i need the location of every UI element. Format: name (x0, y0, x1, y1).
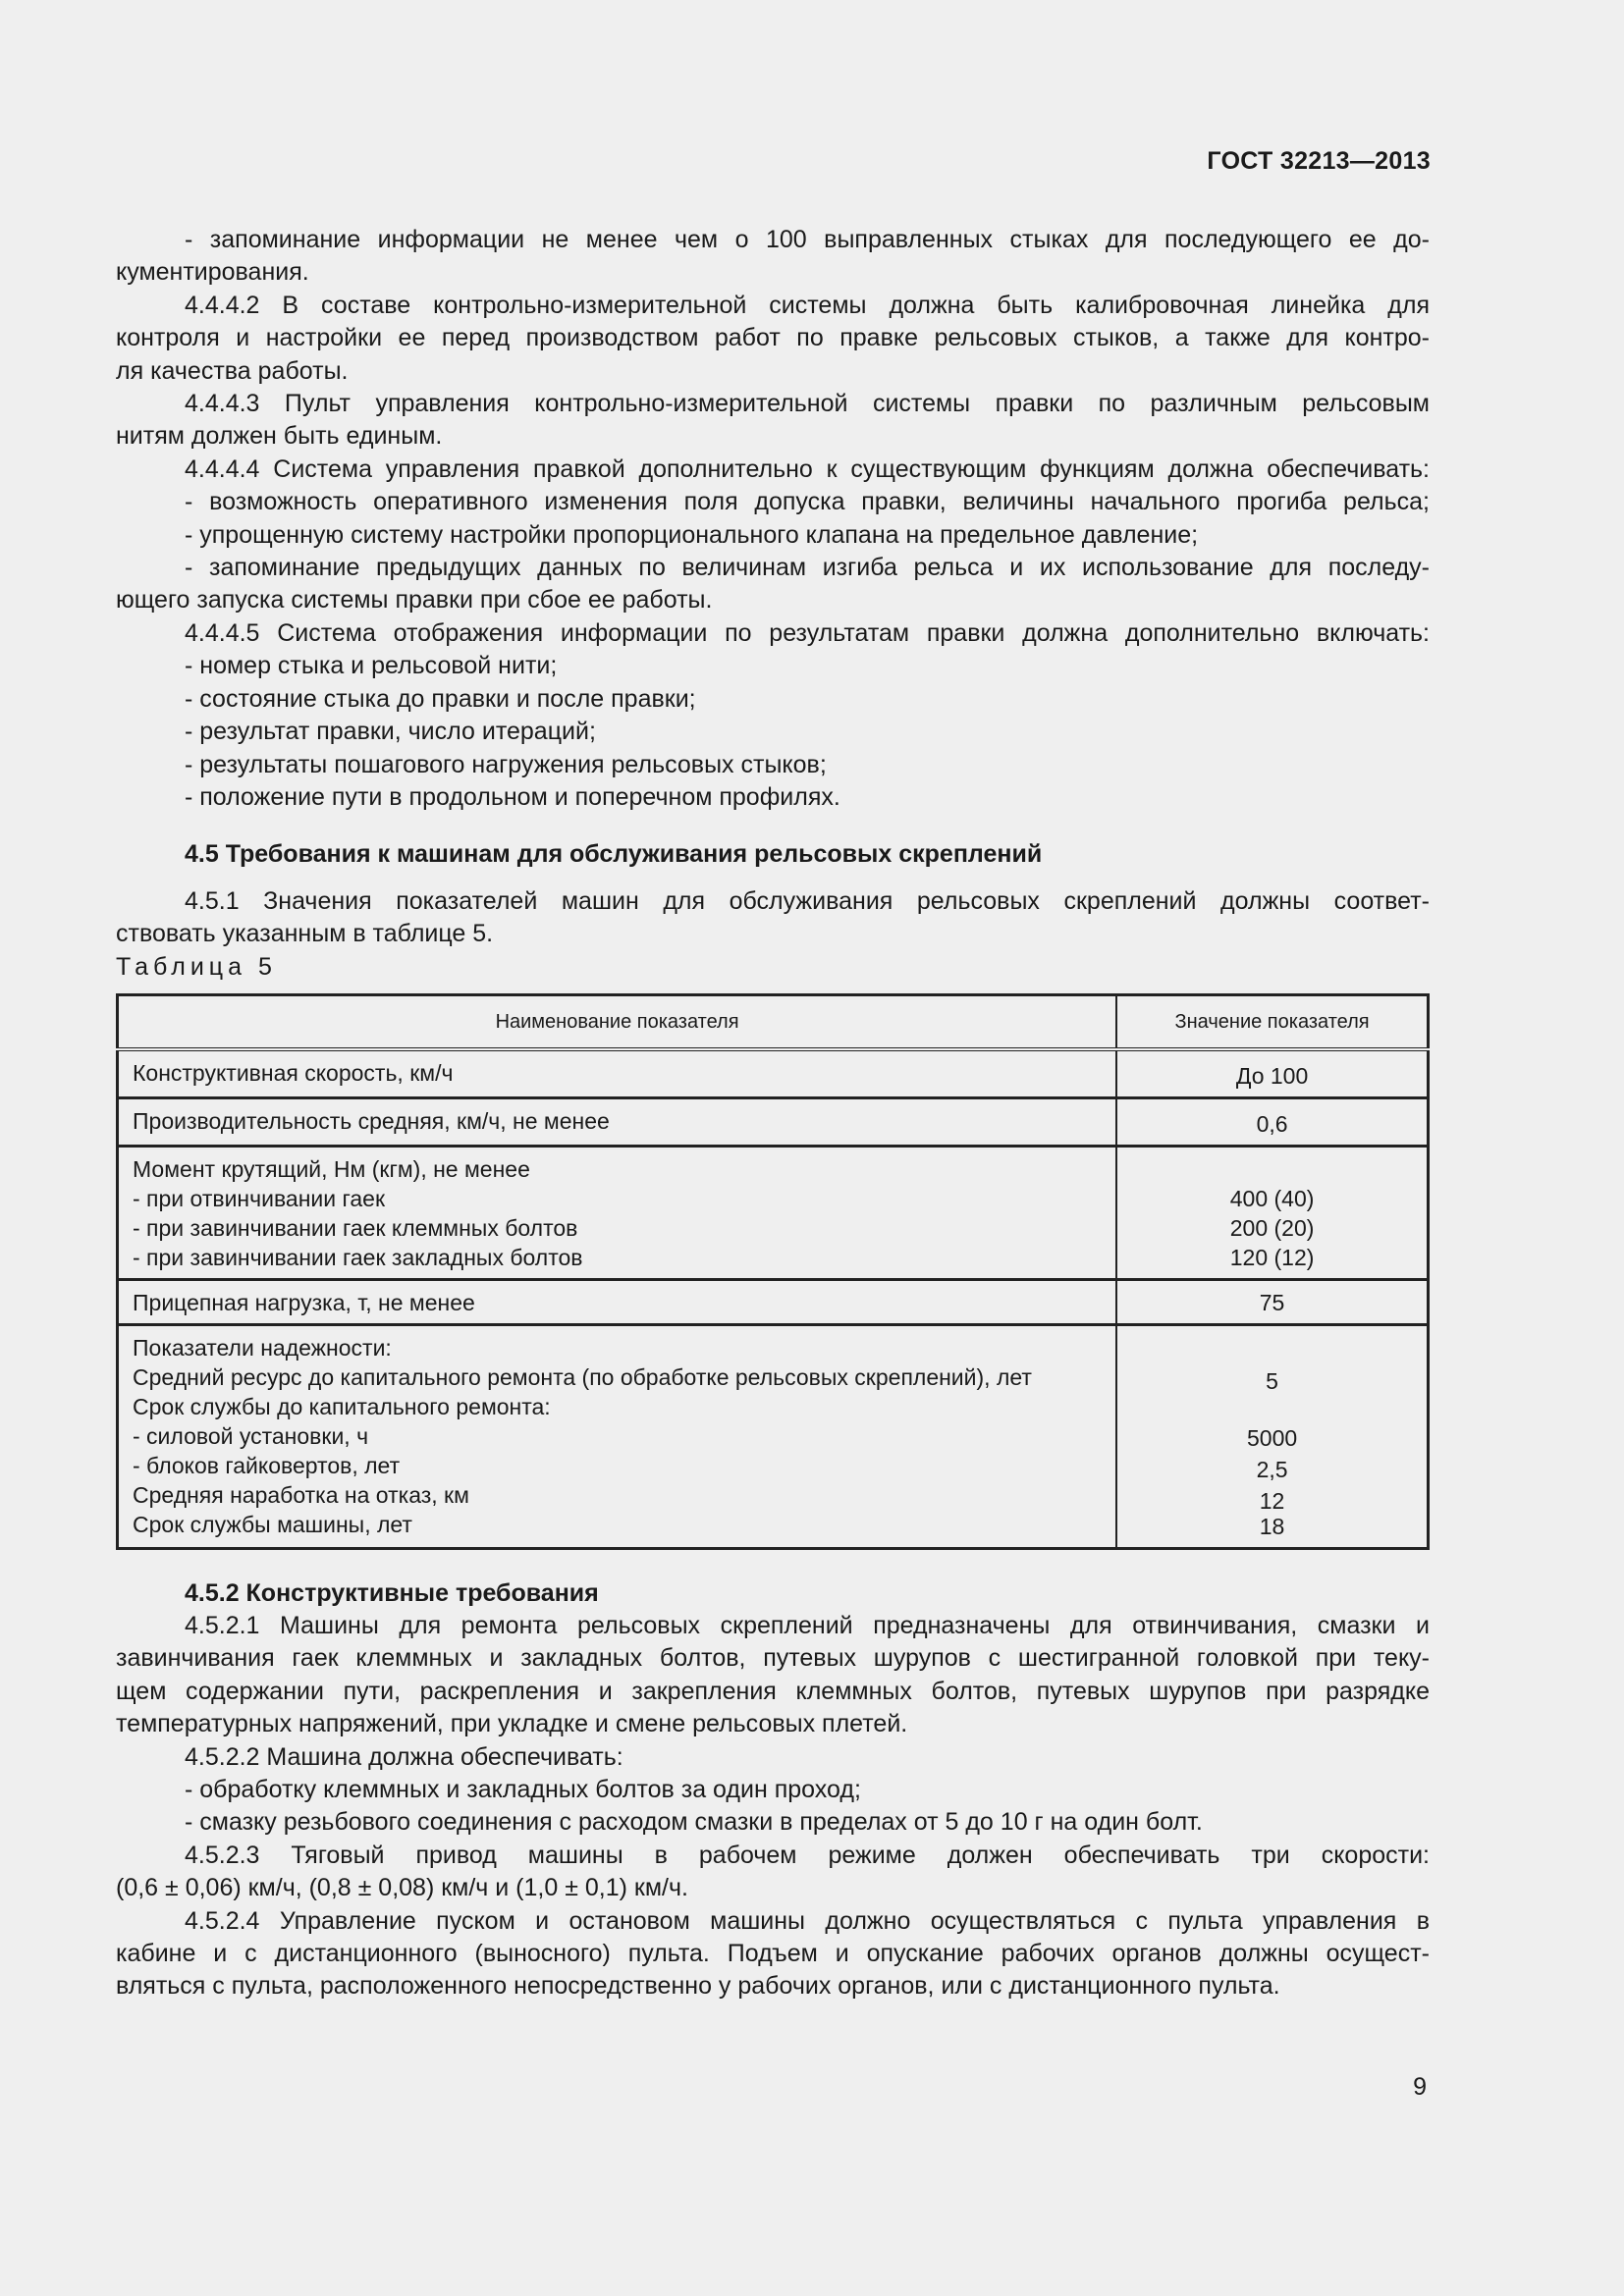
table-header-row (118, 994, 1429, 1049)
cell-name (118, 1324, 1117, 1548)
paragraph-4444: 4.4.4.4 Система управления правкой дополнительно к существующим функциям должна обеспечивать: (185, 454, 1430, 483)
paragraph-4444-end: - запоминание информации не менее чем о 100 выправленных стыках для последующего ее до- (185, 226, 1430, 253)
list-item: - результаты пошагового нагружения рельсовых стыков; (185, 750, 827, 778)
cell-line: 200 (20) (1229, 1214, 1315, 1241)
paragraph-4524-line2: кабине и с дистанционного (выносного) пульта. Подъем и опускание рабочих органов должны осущест- (116, 1940, 1430, 1967)
column-header-name: Наименование показателя (118, 994, 1117, 1049)
list-item: - смазку резьбового соединения с расходом смазки в пределах от 5 до 10 г на один болт. (185, 1808, 1203, 1837)
cell-value (1116, 1146, 1428, 1279)
section-heading-4-5: 4.5 Требования к машинам для обслуживания рельсовых скреплений (185, 840, 1043, 869)
cell-value: До 100 (1116, 1049, 1428, 1098)
paragraph-451: 4.5.1 Значения показателей машин для обслуживания рельсовых скреплений должны соответ- (185, 886, 1430, 915)
cell-line: Средняя наработка на отказ, км (133, 1481, 469, 1508)
table-5 (116, 993, 1430, 1550)
cell-line: - при завинчивании гаек закладных болтов (133, 1244, 583, 1270)
section-heading-4-5-2: 4.5.2 Конструктивные требования (185, 1578, 599, 1607)
list-item-cont: ющего запуска системы правки при сбое ее работы. (116, 586, 713, 614)
table-row (118, 1324, 1429, 1548)
paragraph-4444-end-cont: кументирования. (116, 258, 309, 287)
paragraph-4521-line2: завинчивания гаек клеммных и закладных болтов, путевых шурупов с шестигранной головкой при теку- (116, 1644, 1430, 1673)
cell-line: - при завинчивании гаек клеммных болтов (133, 1214, 578, 1241)
paragraph-4522: 4.5.2.2 Машина должна обеспечивать: (185, 1742, 623, 1771)
list-item: - возможность оперативного изменения поля допуска правки, величины начального прогиба рельса; (185, 488, 1430, 516)
paragraph-4521: 4.5.2.1 Машины для ремонта рельсовых скреплений предназначены для отвинчивания, смазки и (185, 1611, 1430, 1639)
main-content (116, 224, 1430, 2003)
paragraph-4521-line4: температурных напряжений, при укладке и смене рельсовых плетей. (116, 1710, 908, 1738)
table-row (118, 1146, 1429, 1279)
list-item: - результат правки, число итераций; (185, 718, 596, 746)
cell-line: Показатели надежности: (133, 1334, 392, 1361)
table-row (118, 1097, 1429, 1146)
paragraph-4521-line3: щем содержании пути, раскрепления и закрепления клеммных болтов, путевых шурупов при разрядке (116, 1677, 1430, 1705)
paragraph-451-line2: ствовать указанным в таблице 5. (116, 920, 494, 948)
cell-line: Момент крутящий, Нм (кгм), не менее (133, 1155, 530, 1182)
list-item: - запоминание предыдущих данных по величинам изгиба рельса и их использование для последу- (185, 554, 1430, 582)
cell-line: 2,5 (1256, 1456, 1288, 1482)
cell-value (1116, 1324, 1428, 1548)
list-item: - упрощенную систему настройки пропорционального клапана на предельное давление; (185, 520, 1199, 549)
table-caption: Таблица 5 (116, 952, 277, 981)
cell-line: 120 (12) (1229, 1244, 1315, 1270)
cell-value: 75 (1116, 1279, 1428, 1324)
list-item: - состояние стыка до правки и после правки; (185, 684, 696, 713)
document-header: ГОСТ 32213—2013 (1207, 147, 1431, 175)
cell-line: - силовой установки, ч (133, 1422, 369, 1449)
paragraph-4523: 4.5.2.3 Тяговый привод машины в рабочем режиме должен обеспечивать три скорости: (185, 1841, 1430, 1869)
paragraph-4524-line3: вляться с пульта, расположенного непосредственно у рабочих органов, или с дистанционного пульта. (116, 1972, 1280, 2001)
list-item: - номер стыка и рельсовой нити; (185, 652, 558, 680)
list-item: - положение пути в продольном и поперечном профилях. (185, 782, 840, 811)
cell-line: 5000 (1246, 1424, 1298, 1451)
cell-name: Производительность средняя, км/ч, не менее (118, 1097, 1117, 1146)
paragraph-4523-line2: (0,6 ± 0,06) км/ч, (0,8 ± 0,08) км/ч и (1,0 ± 0,1) км/ч. (116, 1874, 688, 1902)
cell-line: Средний ресурс до капитального ремонта (по обработке рельсовых скреплений), лет (133, 1363, 1032, 1390)
cell-value: 0,6 (1116, 1097, 1428, 1146)
cell-line: 18 (1259, 1513, 1285, 1539)
paragraph-4442-line2: контроля и настройки ее перед производством работ по правке рельсовых стыков, а также для контро- (116, 324, 1430, 352)
page-number: 9 (1413, 2073, 1427, 2101)
paragraph-4442-line3: ля качества работы. (116, 356, 349, 385)
cell-line: 12 (1259, 1487, 1285, 1514)
table-row (118, 1279, 1429, 1324)
cell-name: Прицепная нагрузка, т, не менее (118, 1279, 1117, 1324)
cell-line: - при отвинчивании гаек (133, 1185, 386, 1211)
paragraph-4443: 4.4.4.3 Пульт управления контрольно-измерительной системы правки по различным рельсовым (185, 390, 1430, 418)
paragraph-4442: 4.4.4.2 В составе контрольно-измерительной системы должна быть калибровочная линейка для (185, 291, 1430, 319)
cell-line: Срок службы до капитального ремонта: (133, 1393, 551, 1419)
paragraph-4524: 4.5.2.4 Управление пуском и остановом машины должно осуществляться с пульта управления в (185, 1906, 1430, 1935)
cell-line: 400 (40) (1229, 1185, 1315, 1211)
cell-line: Срок службы машины, лет (133, 1511, 412, 1537)
column-header-value: Значение показателя (1116, 994, 1428, 1049)
cell-name: Конструктивная скорость, км/ч (118, 1049, 1117, 1098)
cell-name (118, 1146, 1117, 1279)
list-item: - обработку клеммных и закладных болтов за один проход; (185, 1775, 861, 1803)
paragraph-4445: 4.4.4.5 Система отображения информации по результатам правки должна дополнительно включать: (185, 618, 1430, 647)
table-row (118, 1049, 1429, 1098)
cell-line: - блоков гайковертов, лет (133, 1452, 401, 1478)
cell-line: 5 (1266, 1367, 1278, 1394)
paragraph-4443-line2: нитям должен быть единым. (116, 422, 443, 451)
